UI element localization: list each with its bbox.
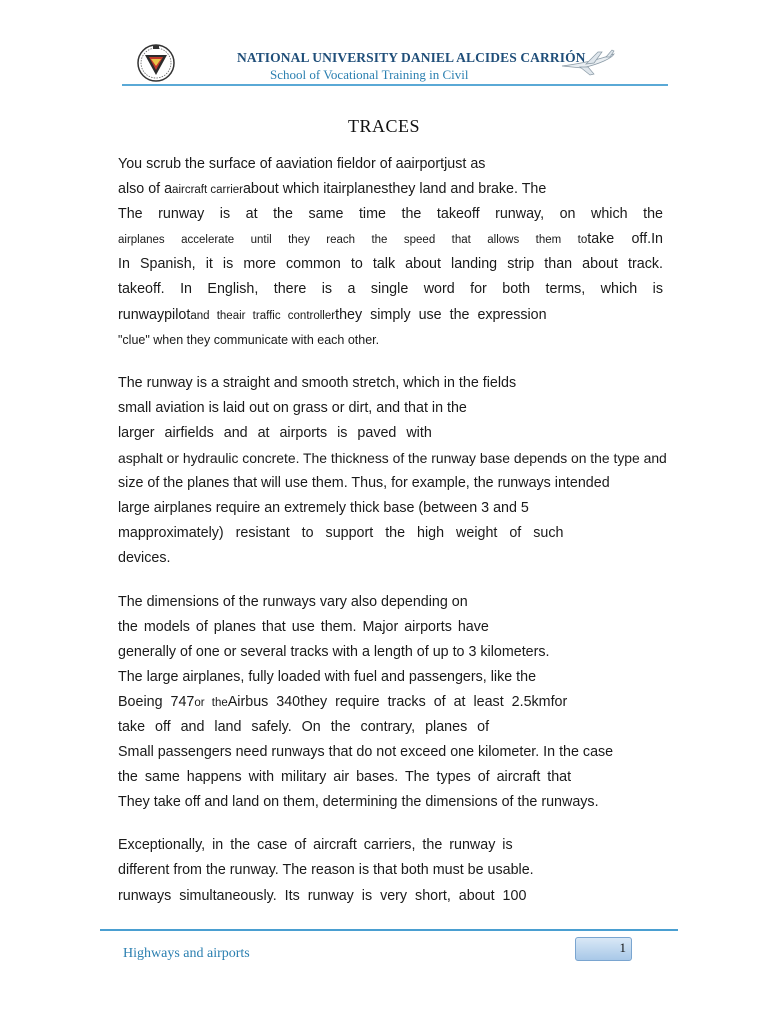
text-line: Small passengers need runways that do not exceed one kilometer. In the case: [118, 744, 614, 761]
footer-rule: [100, 929, 678, 931]
document-body: [118, 152, 708, 909]
text-line: runwaypilotand theair traffic controllerthey simply use the expression: [118, 306, 547, 323]
text-line: larger airfields and at airports is paved with: [118, 424, 432, 441]
paragraph: [118, 590, 708, 816]
university-name: NATIONAL UNIVERSITY DANIEL ALCIDES CARRIÓN: [237, 50, 586, 65]
text-line: generally of one or several tracks with a length of up to 3 kilometers.: [118, 643, 550, 660]
text-line: The large airplanes, fully loaded with fuel and passengers, like the: [118, 668, 537, 685]
text-line: asphalt or hydraulic concrete. The thickness of the runway base depends on the type and: [118, 450, 667, 467]
paragraph: [118, 371, 708, 572]
text-line: The runway is at the same time the takeoff runway, on which the: [118, 206, 663, 223]
text-line: the same happens with military air bases. The types of aircraft that: [118, 769, 572, 786]
text-line: Exceptionally, in the case of aircraft carriers, the runway is: [118, 837, 513, 854]
text-line: "clue" when they communicate with each other.: [118, 332, 380, 347]
university-seal-icon: [136, 42, 176, 84]
text-line: The dimensions of the runways vary also depending on: [118, 593, 468, 610]
text-line: also of aaircraft carrierabout which itairplanesthey land and brake. The: [118, 181, 547, 198]
header-rule: [122, 84, 668, 86]
school-name: School of Vocational Training in Civil: [270, 67, 469, 82]
text-line: You scrub the surface of aaviation fieldor of aairportjust as: [118, 156, 486, 172]
paragraph: [118, 833, 708, 908]
text-line: devices.: [118, 550, 171, 567]
text-line: the models of planes that use them. Major airports have: [118, 618, 489, 635]
text-line: In Spanish, it is more common to talk about landing strip than about track.: [118, 256, 663, 273]
text-line: takeoff. In English, there is a single word for both terms, which is: [118, 281, 663, 298]
page-number: 1: [619, 940, 626, 955]
text-line: take off and land safely. On the contrary, planes of: [118, 718, 490, 735]
text-line: They take off and land on them, determining the dimensions of the runways.: [118, 794, 599, 811]
paragraph: [118, 152, 708, 353]
page-title: TRACES: [347, 116, 420, 136]
text-line: The runway is a straight and smooth stretch, which in the fields: [118, 374, 517, 391]
text-line: mapproximately) resistant to support the high weight of such: [118, 525, 564, 542]
text-line: runways simultaneously. Its runway is very short, about 100: [118, 887, 527, 904]
text-line: small aviation is laid out on grass or dirt, and that in the: [118, 399, 467, 416]
text-line: different from the runway. The reason is that both must be usable.: [118, 862, 534, 879]
text-line: large airplanes require an extremely thick base (between 3 and 5: [118, 500, 529, 517]
text-line: size of the planes that will use them. Thus, for example, the runways intended: [118, 475, 610, 492]
page-number-box: [575, 937, 632, 961]
footer-text: Highways and airports: [123, 946, 250, 961]
text-line: airplanes accelerate until they reach the speed that allows them totake off.In: [118, 231, 663, 248]
text-line: Boeing 747or theAirbus 340they require tracks of at least 2.5kmfor: [118, 693, 568, 710]
